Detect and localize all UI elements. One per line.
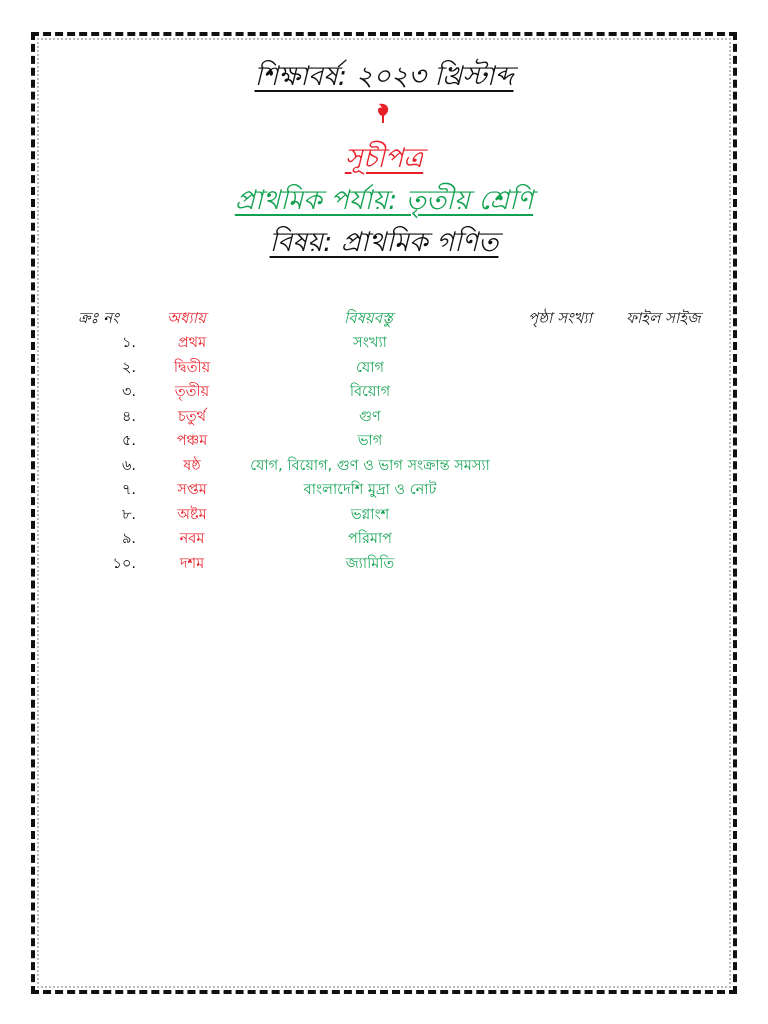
column-header-content: বিষয়বস্তু [344, 309, 393, 327]
table-row [0, 430, 768, 455]
row-serial: ৯. [121, 531, 136, 547]
row-chapter: অষ্টম [177, 506, 207, 523]
row-content: গুণ [359, 408, 381, 425]
row-chapter: তৃতীয় [174, 384, 210, 400]
row-content: বিয়োগ [349, 384, 391, 400]
table-row [0, 479, 768, 504]
level-title: প্রাথমিক পর্যায়: তৃতীয় শ্রেণি [234, 185, 534, 216]
row-chapter: চতুর্থ [177, 408, 207, 425]
table-row [0, 553, 768, 578]
subject-title: বিষয়: প্রাথমিক গণিত [269, 227, 499, 258]
row-chapter: নবম [179, 531, 205, 547]
table-row [0, 332, 768, 357]
row-chapter: পঞ্চম [176, 433, 208, 449]
row-content: সংখ্যা [353, 335, 387, 351]
row-serial: ৬. [121, 457, 136, 474]
row-content: যোগ, বিয়োগ, গুণ ও ভাগ সংক্রান্ত সমস্যা [250, 457, 490, 474]
row-serial: ৮. [121, 506, 136, 523]
row-serial: ১০. [112, 555, 136, 572]
row-serial: ৭. [121, 482, 136, 498]
table-row [0, 504, 768, 529]
row-chapter: সপ্তম [177, 482, 207, 498]
column-header-file-size: ফাইল সাইজ [626, 309, 701, 327]
contents-title: সূচীপত্র [344, 143, 424, 174]
row-content: পরিমাপ [347, 531, 393, 547]
column-header-pages: পৃষ্ঠা সংখ্যা [528, 309, 592, 327]
row-chapter: প্রথম [177, 335, 207, 351]
row-chapter: দশম [179, 555, 205, 572]
row-chapter: ষষ্ঠ [183, 457, 201, 474]
table-row [0, 357, 768, 382]
row-content: যোগ [356, 359, 384, 376]
red-ornament-icon [376, 102, 390, 124]
row-serial: ৪. [121, 408, 136, 425]
row-serial: ৩. [121, 384, 136, 400]
row-chapter: দ্বিতীয় [173, 359, 211, 376]
column-header-serial: ক্রঃ নং [78, 309, 119, 327]
row-content: জ্যামিতি [345, 555, 395, 572]
row-content: ভগ্নাংশ [350, 506, 390, 523]
row-content: ভাগ [357, 433, 383, 449]
table-row [0, 528, 768, 553]
table-row [0, 406, 768, 431]
contents-table [0, 332, 768, 577]
row-serial: ২. [121, 359, 136, 376]
academic-year-title: শিক্ষাবর্ষ: ২০২৩ খ্রিস্টাব্দ [254, 61, 514, 92]
row-content: বাংলাদেশি মুদ্রা ও নোট [303, 482, 437, 498]
table-row [0, 381, 768, 406]
column-header-chapter: অধ্যায় [167, 309, 206, 327]
row-serial: ১. [121, 335, 136, 351]
row-serial: ৫. [121, 433, 136, 449]
table-row [0, 455, 768, 480]
